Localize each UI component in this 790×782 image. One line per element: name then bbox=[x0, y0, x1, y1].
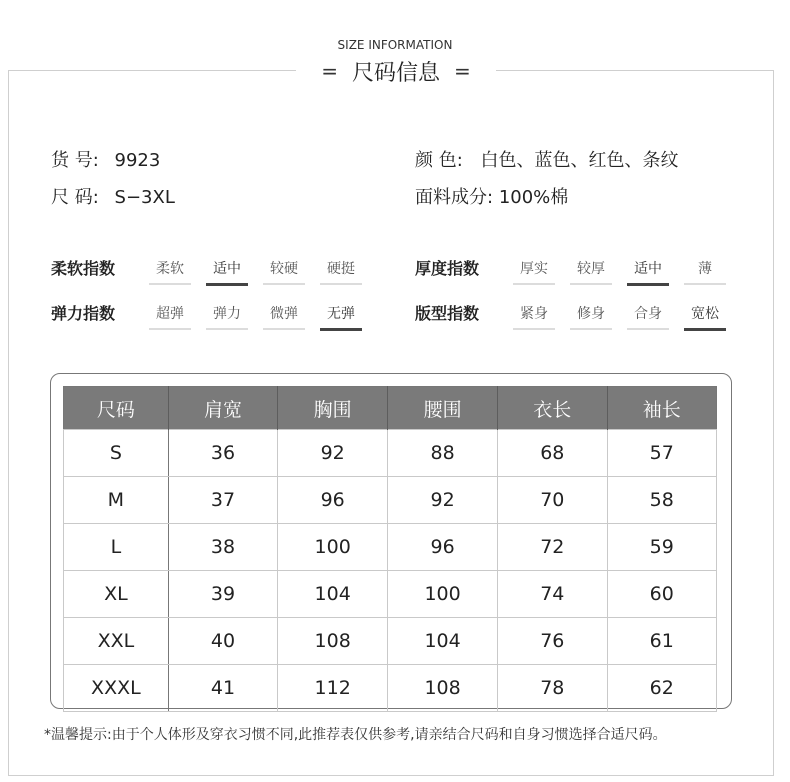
table-cell: 37 bbox=[168, 477, 277, 524]
header-title: 尺码信息 bbox=[351, 60, 440, 86]
table-cell: 39 bbox=[168, 571, 277, 618]
index-label: 厚度指数 bbox=[415, 259, 480, 278]
index-option: 紧身 bbox=[513, 303, 555, 330]
item-number bbox=[51, 146, 160, 172]
table-cell: 68 bbox=[498, 430, 607, 477]
table-cell: 108 bbox=[388, 665, 498, 712]
table-cell: XL bbox=[64, 571, 169, 618]
table-cell: 38 bbox=[168, 524, 277, 571]
index-label: 柔软指数 bbox=[51, 259, 116, 278]
table-cell: 62 bbox=[607, 665, 717, 712]
table-cell: 92 bbox=[278, 430, 388, 477]
table-cell: 72 bbox=[498, 524, 607, 571]
table-cell: 92 bbox=[388, 477, 498, 524]
size-range-label: 尺 码: bbox=[51, 187, 99, 208]
table-row bbox=[64, 477, 717, 524]
size-range-value: S−3XL bbox=[114, 187, 175, 208]
size-range bbox=[51, 183, 175, 209]
material-value: 100%棉 bbox=[498, 187, 569, 208]
table-cell: 108 bbox=[278, 618, 388, 665]
material-info bbox=[415, 183, 568, 209]
header-eq-left: = bbox=[321, 59, 338, 83]
size-note: *温馨提示:由于个人体形及穿衣习惯不同,此推荐表仅供参考,请亲结合尺码和自身习惯选择合适尺码。 bbox=[44, 727, 667, 743]
table-cell: S bbox=[64, 430, 169, 477]
index-label: 弹力指数 bbox=[51, 304, 116, 323]
index-option: 较厚 bbox=[570, 258, 612, 285]
table-cell: 88 bbox=[388, 430, 498, 477]
table-header-cell: 腰围 bbox=[388, 387, 498, 430]
table-cell: 36 bbox=[168, 430, 277, 477]
table-cell: 112 bbox=[278, 665, 388, 712]
table-cell: 76 bbox=[498, 618, 607, 665]
table-header-cell: 胸围 bbox=[278, 387, 388, 430]
table-body bbox=[64, 430, 717, 712]
table-row bbox=[64, 571, 717, 618]
table-cell: 61 bbox=[607, 618, 717, 665]
index-label: 版型指数 bbox=[415, 304, 480, 323]
frame-top-left-line bbox=[8, 70, 296, 71]
header-eq-right: = bbox=[454, 59, 471, 83]
table-row bbox=[64, 430, 717, 477]
index-option: 弹力 bbox=[206, 303, 248, 330]
table-header-row bbox=[64, 387, 717, 430]
table-cell: 70 bbox=[498, 477, 607, 524]
index-option: 适中 bbox=[627, 258, 669, 286]
table-cell: 104 bbox=[388, 618, 498, 665]
table-header-cell: 袖长 bbox=[607, 387, 717, 430]
table-cell: 100 bbox=[278, 524, 388, 571]
color-label: 颜 色: bbox=[415, 150, 463, 171]
index-option: 合身 bbox=[627, 303, 669, 330]
table-cell: XXL bbox=[64, 618, 169, 665]
table-cell: 59 bbox=[607, 524, 717, 571]
frame-top-right-line bbox=[496, 70, 774, 71]
index-option: 硬挺 bbox=[320, 258, 362, 285]
index-option: 适中 bbox=[206, 258, 248, 286]
index-option: 较硬 bbox=[263, 258, 305, 285]
table-cell: L bbox=[64, 524, 169, 571]
table-cell: 104 bbox=[278, 571, 388, 618]
index-option: 薄 bbox=[684, 258, 726, 285]
material-label: 面料成分: bbox=[415, 187, 494, 208]
table-cell: 78 bbox=[498, 665, 607, 712]
index-option: 宽松 bbox=[684, 303, 726, 331]
table-cell: 57 bbox=[607, 430, 717, 477]
table-cell: 100 bbox=[388, 571, 498, 618]
item-number-value: 9923 bbox=[114, 150, 161, 171]
item-number-label: 货 号: bbox=[51, 150, 99, 171]
header-english: SIZE INFORMATION bbox=[337, 38, 453, 52]
table-header-cell: 衣长 bbox=[498, 387, 607, 430]
header-chinese bbox=[296, 56, 496, 86]
table-cell: 41 bbox=[168, 665, 277, 712]
size-table bbox=[63, 386, 717, 712]
table-row bbox=[64, 524, 717, 571]
index-option: 无弹 bbox=[320, 303, 362, 331]
table-cell: XXXL bbox=[64, 665, 169, 712]
index-option: 超弹 bbox=[149, 303, 191, 330]
table-cell: 40 bbox=[168, 618, 277, 665]
color-value: 白色、蓝色、红色、条纹 bbox=[480, 150, 679, 171]
table-cell: 58 bbox=[607, 477, 717, 524]
table-cell: 96 bbox=[388, 524, 498, 571]
table-row bbox=[64, 618, 717, 665]
index-option: 厚实 bbox=[513, 258, 555, 285]
color-info bbox=[415, 146, 679, 172]
table-header-cell: 肩宽 bbox=[168, 387, 277, 430]
index-option: 修身 bbox=[570, 303, 612, 330]
index-option: 微弹 bbox=[263, 303, 305, 330]
table-row bbox=[64, 665, 717, 712]
table-cell: 74 bbox=[498, 571, 607, 618]
table-header-cell: 尺码 bbox=[64, 387, 169, 430]
index-option: 柔软 bbox=[149, 258, 191, 285]
table-cell: M bbox=[64, 477, 169, 524]
table-cell: 60 bbox=[607, 571, 717, 618]
table-cell: 96 bbox=[278, 477, 388, 524]
